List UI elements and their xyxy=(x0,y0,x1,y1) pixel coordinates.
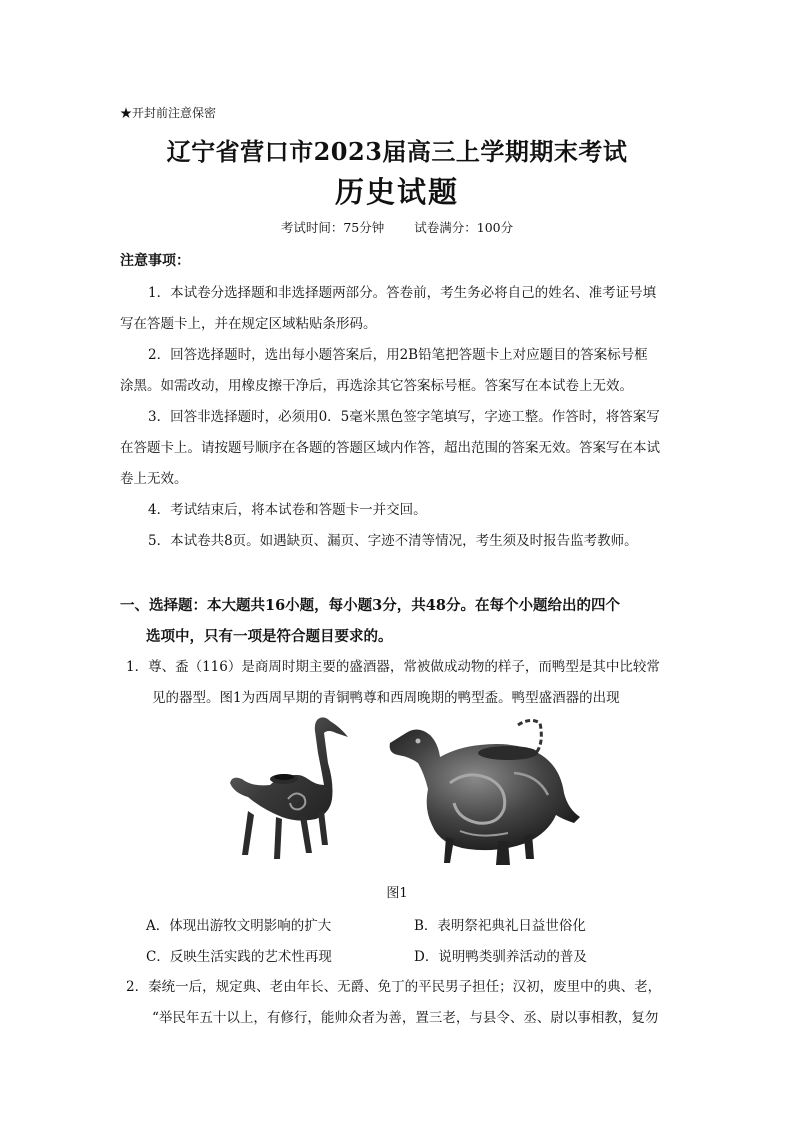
notice-item-2-line-1: 2．回答选择题时，选出每小题答案后，用2B铅笔把答题卡上对应题目的答案标号框 xyxy=(148,347,648,363)
notice-item-3-line-3: 卷上无效。 xyxy=(120,471,188,487)
notice-item-4 xyxy=(120,495,680,526)
notice-item-3 xyxy=(120,402,680,495)
exam-meta xyxy=(0,218,794,236)
question-1-line-1: 1．尊、盉（116）是商周时期主要的盛酒器，常被做成动物的样子，而鸭型是其中比较常 xyxy=(126,659,660,675)
bronze-duck-he-image xyxy=(390,720,580,865)
full-score: 试卷满分：100分 xyxy=(414,220,514,235)
question-1-line-2: 见的器型。图1为西周早期的青铜鸭尊和西周晚期的鸭型盉。鸭型盛酒器的出现 xyxy=(152,690,620,706)
question-1-option-b[interactable]: B．表明祭祀典礼日益世俗化 xyxy=(414,918,586,934)
subject-title: 历史试题 xyxy=(334,175,459,209)
question-1-option-c[interactable]: C．反映生活实践的艺术性再现 xyxy=(146,949,332,965)
question-2-line-1: 2．秦统一后，规定典、老由年长、无爵、免丁的平民男子担任；汉初，废里中的典、老， xyxy=(126,979,662,995)
exam-time: 考试时间：75分钟 xyxy=(280,220,385,235)
notice-item-3-line-1: 3．回答非选择题时，必须用0．5毫米黑色签字笔填写，字迹工整。作答时，将答案写 xyxy=(148,409,660,425)
figure-1-bronze-vessels xyxy=(218,713,588,871)
question-2-line-2: “举民年五十以上，有修行，能帅众者为善，置三老，与县令、丞、尉以事相教，复勿 xyxy=(152,1010,659,1026)
notice-item-1-line-2: 写在答题卡上，并在规定区域粘贴条形码。 xyxy=(120,316,377,332)
notice-item-4-line-1: 4．考试结束后，将本试卷和答题卡一并交回。 xyxy=(148,502,427,518)
figure-1-caption: 图1 xyxy=(386,886,408,901)
section-1-line-1: 一、选择题：本大题共16小题，每小题3分，共48分。在每个小题给出的四个 xyxy=(120,597,620,614)
bronze-duck-zun-image xyxy=(230,717,348,859)
question-1-option-a[interactable]: A．体现出游牧文明影响的扩大 xyxy=(146,918,332,934)
notice-item-5-line-1: 5．本试卷共8页。如遇缺页、漏页、字迹不清等情况，考生须及时报告监考教师。 xyxy=(148,533,638,549)
notice-item-2-line-2: 涂黑。如需改动，用橡皮擦干净后，再选涂其它答案标号框。答案写在本试卷上无效。 xyxy=(120,378,633,394)
notice-item-2 xyxy=(120,340,680,402)
question-1-option-d[interactable]: D．说明鸭类驯养活动的普及 xyxy=(414,949,587,965)
confidential-notice: ★开封前注意保密 xyxy=(120,106,217,120)
section-1-heading xyxy=(120,590,700,652)
notice-item-1 xyxy=(120,278,680,340)
question-1-stem xyxy=(126,652,686,714)
notice-heading: 注意事项： xyxy=(120,253,190,269)
question-2-stem xyxy=(126,972,706,1034)
notice-item-5 xyxy=(120,526,680,557)
section-1-line-2: 选项中，只有一项是符合题目要求的。 xyxy=(146,628,393,645)
exam-title: 辽宁省营口市2023届高三上学期期末考试 xyxy=(166,137,628,166)
notice-item-3-line-2: 在答题卡上。请按题号顺序在各题的答题区域内作答，超出范围的答案无效。答案写在本试 xyxy=(120,440,660,456)
notice-item-1-line-1: 1．本试卷分选择题和非选择题两部分。答卷前，考生务必将自己的姓名、准考证号填 xyxy=(148,285,657,301)
